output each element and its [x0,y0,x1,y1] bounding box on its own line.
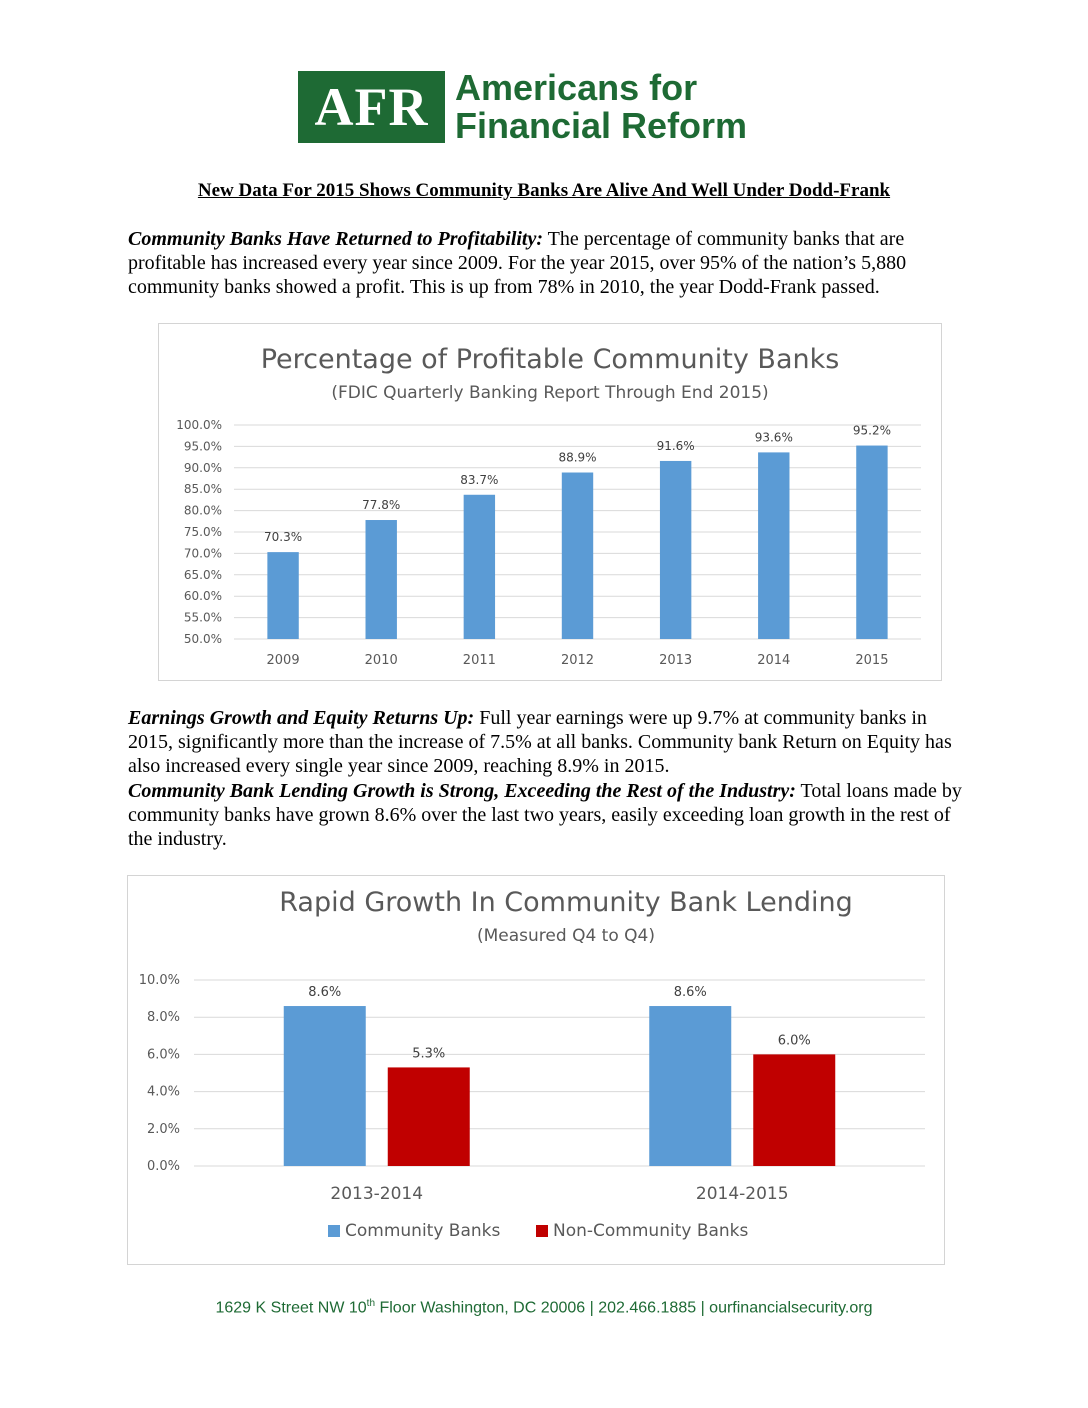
paragraph-body: Total loans made by community banks have grown 8.6% over the last two years, easily exceeding loan growth in the rest of the industry. [128,780,962,850]
y-tick-label: 8.0% [146,1010,180,1026]
paragraph-body: Full year earnings were up 9.7% at community banks in 2015, significantly more than the increase of 7.5% at all banks. Community bank Return on Equity has also increased every single year since 2009, reaching 8.9% in 2015. [128,707,952,777]
lending-growth-chart-svg [128,876,944,1264]
x-tick-label: 2009 [266,653,300,668]
y-tick-label: 0.0% [146,1159,180,1174]
y-tick-label: 50.0% [183,632,222,646]
bar [753,1054,835,1166]
data-label: 95.2% [852,423,891,438]
data-label: 93.6% [754,430,793,445]
data-label: 77.8% [362,498,401,513]
logo-mark: AFR [298,71,445,143]
bar [758,452,789,639]
profitable-banks-chart-svg [159,324,941,680]
x-tick-label: 2011 [462,653,496,668]
data-label: 6.0% [777,1033,811,1049]
y-tick-label: 2.0% [146,1121,180,1137]
y-tick-label: 65.0% [183,567,222,582]
x-tick-label: 2012 [560,653,595,668]
x-tick-label: 2015 [855,653,889,668]
legend-label: Community Banks [345,1221,501,1241]
bar [366,520,397,639]
legend-label: Non-Community Banks [553,1221,749,1241]
y-tick-label: 10.0% [138,973,180,988]
chart-subtitle: (Measured Q4 to Q4) [477,926,655,946]
y-tick-label: 85.0% [183,482,222,497]
paragraph-body: The percentage of community banks that are profitable has increased every year since 2009. For the year 2015, over 95% of the nation’s 5,880 community banks showed a profit. This is up from 78% in 2010, the year Dodd-Frank passed. [128,228,907,298]
bar [464,495,495,639]
y-tick-label: 60.0% [183,589,222,604]
bar [267,552,298,639]
paragraph-lead: Earnings Growth and Equity Returns Up: [128,707,475,729]
chart-subtitle: (FDIC Quarterly Banking Report Through End 2015) [331,383,769,403]
footer-superscript: th [366,1298,376,1309]
paragraph-profitability [128,227,968,299]
document-title: New Data For 2015 Shows Community Banks Are Alive And Well Under Dodd-Frank [197,180,891,201]
bar [284,1006,366,1166]
bar [388,1067,470,1166]
y-tick-label: 90.0% [183,460,222,475]
data-label: 91.6% [656,438,695,453]
logo-line-1: Americans for [455,67,698,108]
footer-address-part-1: 1629 K Street NW 10 [215,1299,367,1317]
bar [660,461,691,639]
footer-address [0,1298,1088,1317]
data-label: 5.3% [412,1046,446,1062]
chart-title: Percentage of Profitable Community Banks [260,344,840,375]
profitable-banks-chart [158,323,942,681]
y-tick-label: 95.0% [183,439,222,454]
data-label: 70.3% [264,530,303,545]
y-tick-label: 100.0% [176,418,222,432]
logo-line-2: Financial Reform [455,105,748,146]
paragraph-earnings [128,706,968,778]
paragraph-lending [128,779,968,851]
legend-swatch [536,1225,548,1237]
y-tick-label: 80.0% [183,503,222,518]
bar [856,446,887,639]
chart-title: Rapid Growth In Community Bank Lending [279,887,853,918]
bar [649,1006,731,1166]
y-tick-label: 75.0% [183,525,222,539]
x-tick-label: 2013 [659,653,693,668]
x-tick-label: 2013-2014 [330,1184,424,1204]
bar [562,473,593,639]
data-label: 8.6% [673,985,707,1001]
data-label: 8.6% [308,985,342,1001]
data-label: 88.9% [558,450,597,465]
legend-swatch [328,1225,340,1237]
afr-logo [298,67,748,146]
x-tick-label: 2010 [364,653,398,668]
y-tick-label: 70.0% [183,546,222,561]
logo-wordmark [455,69,747,145]
x-tick-label: 2014-2015 [695,1184,789,1204]
footer-address-part-2: Floor Washington, DC 20006 | 202.466.1885 | ourfinancialsecurity.org [375,1299,873,1317]
x-tick-label: 2014 [757,653,791,668]
paragraph-lead: Community Banks Have Returned to Profitability: [128,228,544,250]
paragraph-lead: Community Bank Lending Growth is Strong, Exceeding the Rest of the Industry: [128,780,796,802]
y-tick-label: 55.0% [183,610,222,625]
data-label: 83.7% [460,472,499,487]
y-tick-label: 4.0% [146,1084,180,1100]
y-tick-label: 6.0% [146,1047,180,1063]
lending-growth-chart [127,875,945,1265]
